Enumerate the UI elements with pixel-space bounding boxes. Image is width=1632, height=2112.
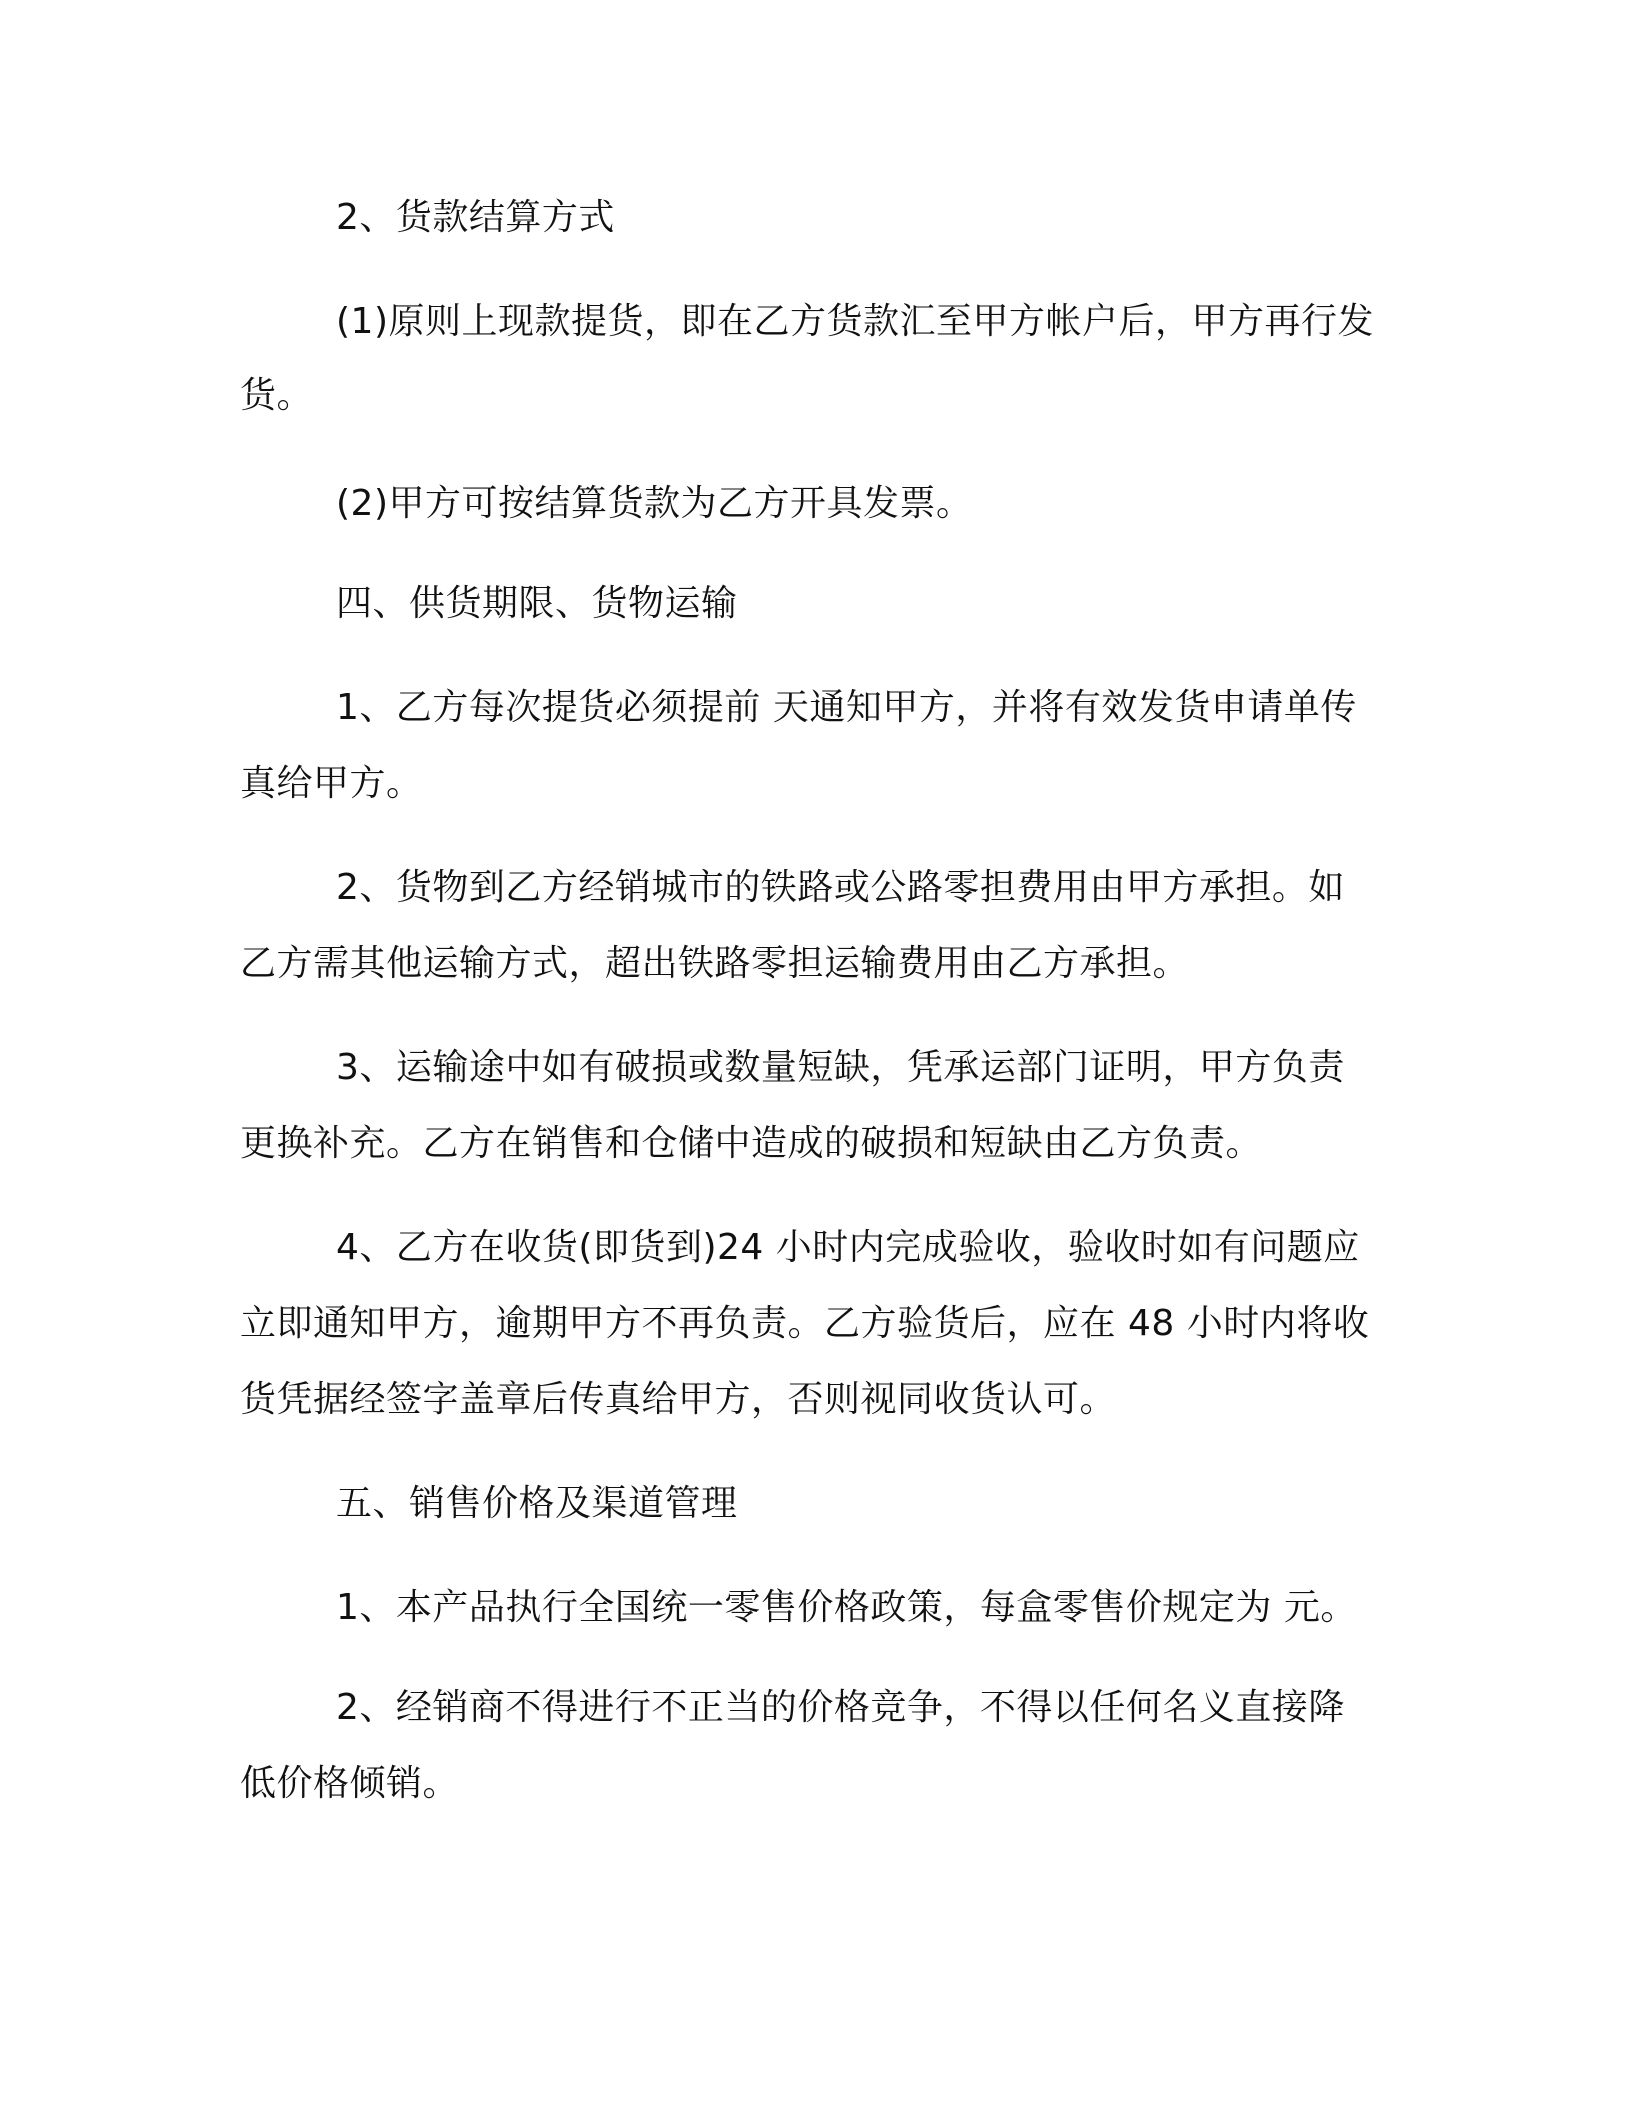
paragraph-line: 1、本产品执行全国统一零售价格政策，每盒零售价规定为 元。 [336,1587,1357,1628]
paragraph-line: 真给甲方。 [240,763,423,804]
paragraph-line: 1、乙方每次提货必须提前 天通知甲方，并将有效发货申请单传 [336,687,1357,728]
paragraph-line: 4、乙方在收货(即货到)24 小时内完成验收，验收时如有问题应 [336,1227,1360,1268]
paragraph-line: 货。 [240,375,314,416]
paragraph-line: (2)甲方可按结算货款为乙方开具发票。 [336,483,973,524]
section-heading: 2、货款结算方式 [336,197,615,238]
paragraph-line: 立即通知甲方，逾期甲方不再负责。乙方验货后，应在 48 小时内将收 [240,1303,1370,1344]
paragraph-line: 2、经销商不得进行不正当的价格竞争，不得以任何名义直接降 [336,1687,1345,1728]
paragraph-line: 3、运输途中如有破损或数量短缺，凭承运部门证明，甲方负责 [336,1047,1345,1088]
section-heading: 四、供货期限、货物运输 [336,583,738,624]
section-heading: 五、销售价格及渠道管理 [336,1483,738,1524]
paragraph-line: 2、货物到乙方经销城市的铁路或公路零担费用由甲方承担。如 [336,867,1345,908]
paragraph-line: 货凭据经签字盖章后传真给甲方，否则视同收货认可。 [240,1379,1117,1420]
paragraph-line: 更换补充。乙方在销售和仓储中造成的破损和短缺由乙方负责。 [240,1123,1263,1164]
paragraph-line: 乙方需其他运输方式，超出铁路零担运输费用由乙方承担。 [240,943,1190,984]
paragraph-line: 低价格倾销。 [240,1763,460,1804]
paragraph-line: (1)原则上现款提货，即在乙方货款汇至甲方帐户后，甲方再行发 [336,301,1374,342]
